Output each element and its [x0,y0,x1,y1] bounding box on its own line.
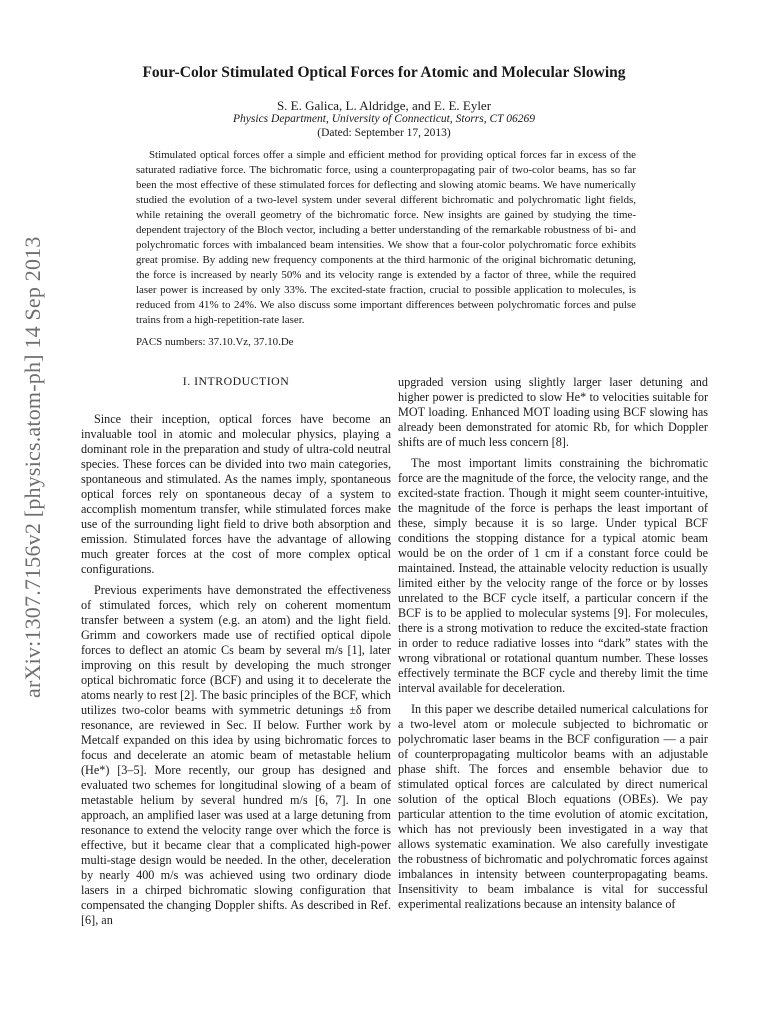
affiliation: Physics Department, University of Connecticut, Storrs, CT 06269 [233,113,535,125]
abstract: Stimulated optical forces offer a simple and efficient method for providing optical forces far in excess of the saturated radiative force. The bichromatic force, using a counterpropagating pair of two-color beams, has so far been the most effective of these stimulated forces for deflecting and slowing atomic beams. We have numerically studied the evolution of a two-level system under several different bichromatic and polychromatic light fields, while retaining the overall geometry of the bichromatic force. New insights are gained by studying the time-dependent trajectory of the Bloch vector, including a better understanding of the remarkable robustness of bi- and polychromatic forces with imbalanced beam intensities. We show that a four-color polychromatic force exhibits great promise. By adding new frequency components at the third harmonic of the original bichromatic detuning, the force is increased by nearly 50% and its velocity range is extended by a factor of three, while the required laser power is increased by only 33%. The excited-state fraction, crucial to possible application to molecules, is reduced from 41% to 24%. We also discuss some important differences between polychromatic forces and pulse trains from a high-repetition-rate laser. [136,149,636,326]
paragraph: Since their inception, optical forces have become an invaluable tool in atomic and molecular physics, playing a dominant role in the preparation and study of ultra-cold neutral species. These forces can be divided into two main categories, spontaneous and stimulated. As the names imply, spontaneous optical forces rely on spontaneous decay of a system to accomplish momentum transfer, while stimulated forces make use of the surrounding light field to drive both absorption and emission. Stimulated forces have the advantage of allowing much greater forces at the cost of more complex optical configurations. [81,412,391,576]
pacs-numbers: PACS numbers: 37.10.Vz, 37.10.De [136,336,294,348]
date-line: (Dated: September 17, 2013) [317,127,451,139]
paragraph: The most important limits constraining the bichromatic force are the magnitude of the force, the velocity range, and the excited-state fraction. Though it might seem counter-intuitive, the magnitude of the force is perhaps the least important of these, simply because it is so large. Under typical BCF conditions the stopping distance for a typical atomic beam would be on the order of 1 cm if a constant force could be maintained. Instead, the attainable velocity reduction is usually limited either by the velocity range of the force or by losses unrelated to the BCF cycle itself, a particular concern if the BCF is to be applied to molecular systems [9]. For molecules, there is a strong motivation to reduce the excited-state fraction in order to reduce radiative losses into “dark” states with the wrong vibrational or rotational quantum number. These losses effectively terminate the BCF cycle and thereby limit the time interval available for deceleration. [398,456,708,695]
section-heading: I. INTRODUCTION [182,374,290,388]
paper-title: Four-Color Stimulated Optical Forces for Atomic and Molecular Slowing [142,64,626,81]
paragraph: In this paper we describe detailed numerical calculations for a two-level atom or molecule subjected to bichromatic or polychromatic laser beams in the BCF configuration — a pair of counterpropagating multicolor beams with an adjustable phase shift. The forces and ensemble behavior due to stimulated optical forces are calculated by direct numerical solution of the optical Bloch equations (OBEs). We pay particular attention to the time evolution of atomic excitation, which has not previously been investigated in a way that allows systematic examination. We also carefully investigate the robustness of bichromatic and polychromatic forces against imbalances in intensity between counterpropagating beams. Insensitivity to beam imbalance is vital for successful experimental realizations because an intensity balance of [398,702,708,911]
right-column [398,375,708,918]
arxiv-identifier-stamp: arXiv:1307.7156v2 [physics.atom-ph] 14 Sep 2013 [20,236,45,698]
author-list: S. E. Galica, L. Aldridge, and E. E. Eyler [276,98,492,113]
left-column [81,374,391,934]
paragraph: upgraded version using slightly larger laser detuning and higher power is predicted to slow He* to velocities suitable for MOT loading. Enhanced MOT loading using BCF slowing has already been demonstrated for atomic Rb, for which Doppler shifts are of much less concern [8]. [398,375,708,449]
paragraph: Previous experiments have demonstrated the effectiveness of stimulated forces, which rely on coherent momentum transfer between a system (e.g. an atom) and the light field. Grimm and coworkers made use of rectified optical dipole forces to deflect an atomic Cs beam by several m/s [1], later improving on this result by developing the much stronger optical bichromatic force (BCF) and using it to decelerate the atoms nearly to rest [2]. The basic principles of the BCF, which utilizes two-color beams with symmetric detunings ±δ from resonance, are reviewed in Sec. II below. Further work by Metcalf expanded on this idea by using bichromatic forces to focus and decelerate an atomic beam of metastable helium (He*) [3–5]. More recently, our group has designed and evaluated two schemes for longitudinal slowing of a beam of metastable helium by several hundred m/s [6, 7]. In one approach, an amplified laser was used at a large detuning from resonance to extend the velocity range over which the force is effective, but it became clear that a complicated high-power multi-stage design would be needed. In the other, deceleration by nearly 400 m/s was achieved using two ordinary diode lasers in a chirped bichromatic slowing configuration that compensated the changing Doppler shifts. As described in Ref. [6], an [81,583,391,927]
